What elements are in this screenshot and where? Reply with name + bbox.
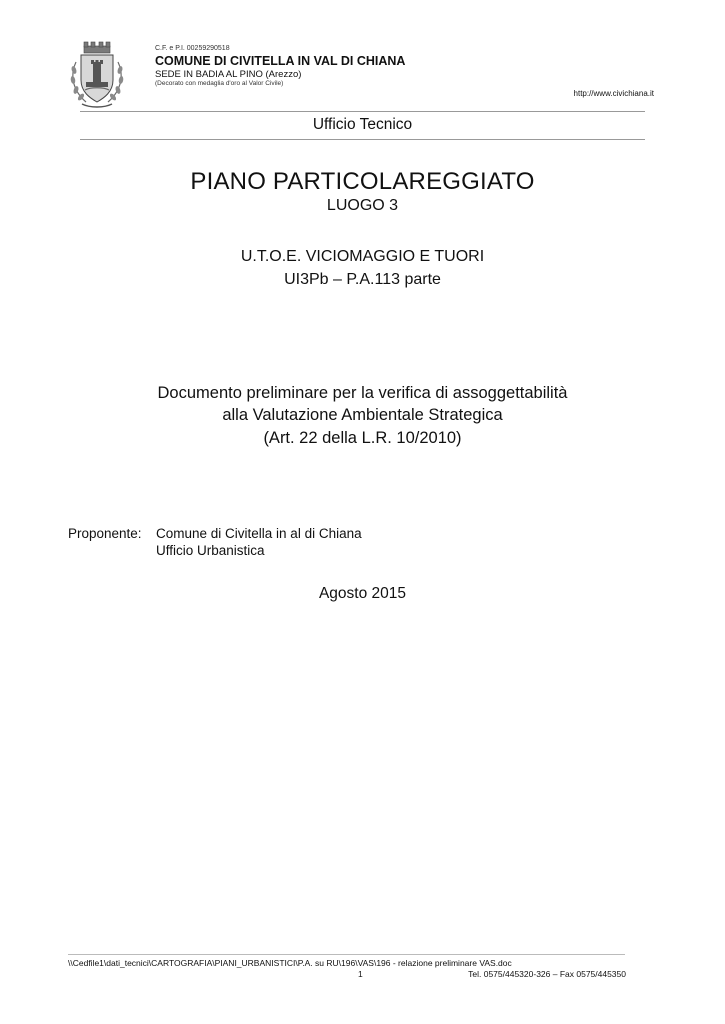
header-divider-top (80, 111, 645, 112)
municipal-crest-icon (68, 40, 126, 110)
document-title: PIANO PARTICOLAREGGIATO (190, 168, 535, 195)
document-date: Agosto 2015 (318, 585, 407, 602)
footer-divider (68, 954, 625, 955)
decoration-note: (Decorato con medaglia d'oro al Valor Civile) (155, 80, 284, 87)
proponent-name: Comune di Civitella in al di Chiana (156, 526, 362, 541)
proponent-office: Ufficio Urbanistica (156, 543, 265, 558)
office-name: Ufficio Tecnico (312, 116, 413, 133)
municipality-name: COMUNE DI CIVITELLA IN VAL DI CHIANA (155, 54, 406, 68)
page-number: 1 (358, 969, 363, 979)
utoe-subheading: UI3Pb – P.A.113 parte (284, 271, 441, 288)
website-link[interactable]: http://www.civichiana.it (573, 89, 654, 98)
header-divider-bottom (80, 139, 645, 140)
document-description-line-3: (Art. 22 della L.R. 10/2010) (263, 429, 462, 447)
utoe-heading: U.T.O.E. VICIOMAGGIO E TUORI (240, 248, 485, 265)
municipality-seat: SEDE IN BADIA AL PINO (Arezzo) (155, 69, 302, 80)
document-description-line-1: Documento preliminare per la verifica di assoggettabilità (157, 384, 568, 402)
footer-file-path: \\Cedfile1\dati_tecnici\CARTOGRAFIA\PIANI_URBANISTICI\P.A. su RU\196\VAS\196 - relazione preliminare VAS.doc (68, 958, 512, 968)
proponent-label: Proponente: (68, 526, 142, 541)
document-subtitle: LUOGO 3 (326, 197, 399, 214)
tax-code: C.F. e P.I. 00259290518 (155, 45, 230, 52)
footer-contact: Tel. 0575/445320-326 – Fax 0575/445350 (468, 969, 626, 979)
document-description-line-2: alla Valutazione Ambientale Strategica (222, 406, 503, 424)
